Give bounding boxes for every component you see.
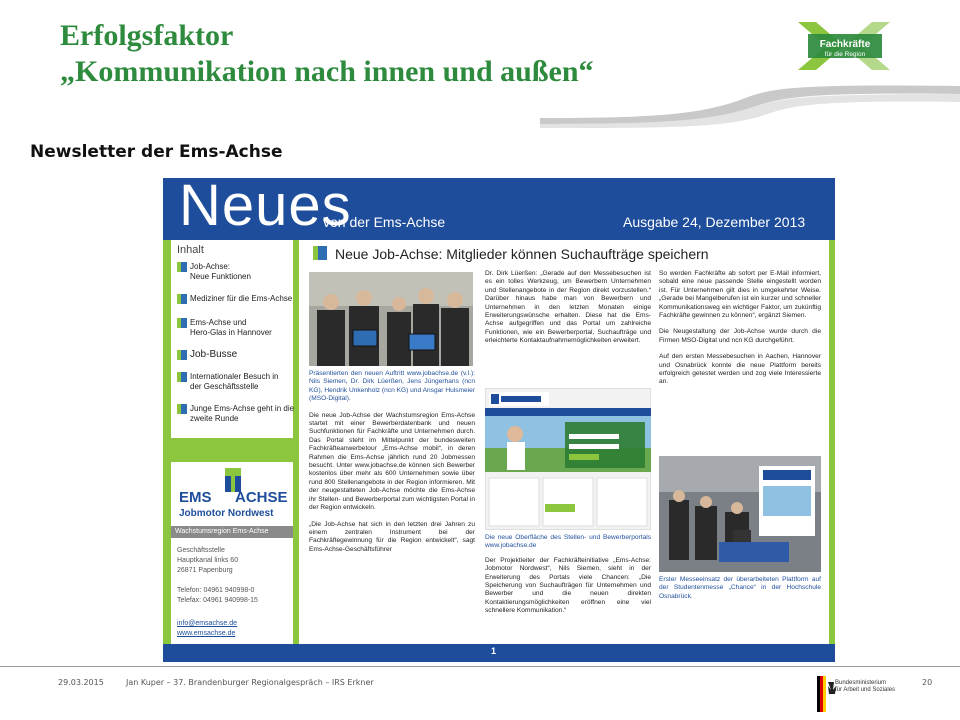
masthead-source: von der Ems-Achse [323, 214, 446, 230]
article-quote: „Die Job-Achse hat sich in den letzten drei Jahren zu einem zentralen Instrument bei der Fachkräftegewinnung für die Region entwickelt“, sagt Ems-Achse-Geschäftsführer [309, 520, 475, 553]
masthead-issue: Ausgabe 24, Dezember 2013 [623, 214, 806, 230]
ems-logo-left: EMS [179, 489, 212, 506]
newsletter-masthead [163, 178, 835, 240]
masthead-title: Neues [179, 178, 352, 238]
toc-title: Inhalt [177, 244, 204, 256]
toc-item[interactable]: Job-Achse: Neue Funktionen [177, 262, 251, 282]
toc-item[interactable]: Mediziner für die Ems-Achse [177, 294, 292, 304]
screenshot-caption: Die neue Oberfläche des Stellen- und Bewerberportals www.jobachse.de [485, 534, 651, 550]
article-col2b [485, 534, 651, 616]
ems-address: Geschäftsstelle Hauptkanal links 60 26871 Papenburg Telefon: 04961 940998-0 Telefax: 04961 940998-15 [177, 547, 258, 604]
toc-bullet-icon [177, 318, 187, 328]
toc-item[interactable]: Ems-Achse und Hero-Glas in Hannover [177, 318, 272, 338]
ems-logo-right: ACHSE [235, 489, 288, 506]
newsletter-page-number: 1 [491, 646, 497, 656]
toc-item[interactable]: Internationaler Besuch in der Geschäftsstelle [177, 372, 279, 392]
newsletter-contact [171, 462, 293, 644]
headline-bullet-icon [313, 246, 327, 260]
email-link[interactable]: info@emsachse.de [177, 620, 238, 627]
ems-tagline: Jobmotor Nordwest [179, 508, 274, 519]
ems-achse-logo [177, 468, 289, 506]
toc-bullet-icon [177, 372, 187, 382]
slide-title [60, 18, 594, 90]
article-paragraph: Auf den ersten Messebesuchen in Aachen, Hannover und Osnabrück konnte die neue Plattform bereits erfolgreich getestet werden und zog viele Interessierte an. [659, 353, 821, 386]
newsletter-article [299, 240, 829, 644]
article-headline: Neue Job-Achse: Mitglieder können Suchaufträge speichern [335, 246, 709, 262]
article-paragraph: Dr. Dirk Lüerßen: „Gerade auf den Messebesuchen ist es ein tolles Werkzeug, um Bewerbern Unternehmen und Stellenangebote in der Region direkt vorzustellen.“ Darüber hinaus habe man von Bewerbern und Unternehmen in den letzten Monaten einige Erweiterungswünsche erhalten. Diese hat die Ems-Achse aufgegriffen und das Portal um zahlreiche Funktionen, wie ein Bewerberportal, Suchaufträge und erleichterte Kontaktaufnahmemöglichkeiten erweitert. [485, 270, 651, 345]
article-col2 [485, 270, 651, 346]
portal-screenshot [485, 388, 651, 530]
footer-date: 29.03.2015 [58, 678, 104, 687]
article-paragraph: Die Neugestaltung der Job-Achse wurde durch die Firmen MSO-Digital und ncn KG durchgeführt. [659, 328, 821, 344]
toc-bullet-icon [177, 404, 187, 414]
fachkraefte-logo [798, 22, 890, 70]
newsletter-toc [171, 240, 293, 438]
section-subtitle: Newsletter der Ems-Achse [30, 142, 283, 162]
ministry-name: Bundesministerium für Arbeit und Soziales [835, 680, 896, 693]
toc-item[interactable]: Junge Ems-Achse geht in die zweite Runde [177, 404, 294, 424]
article-paragraph: Der Projektleiter der Fachkräfteinitiative „Ems-Achse: Jobmotor Nordwest“, Nils Siemen, sieht in der Erweiterung des Portals viele Chancen: „Die Speicherung von Suchaufträgen für Unternehmen und Bewerber und die neuen direkten Kontaktierungsmöglichkeiten eröffnen eine viel schnellere Kommunikation.“ [485, 556, 651, 615]
team-photo [309, 272, 473, 366]
newsletter-preview [163, 178, 835, 662]
website-link[interactable]: www.emsachse.de [177, 630, 236, 637]
toc-bullet-icon [177, 350, 187, 360]
fair-caption: Erster Messeeinsatz der überarbeiteten Plattform auf der Studentenmesse „Chance“ in der Hochschule Osnabrück. [659, 576, 821, 600]
fair-photo [659, 456, 821, 572]
slide-title-line1: Erfolgsfaktor [60, 19, 234, 52]
footer-presenter: Jan Kuper – 37. Brandenburger Regionalgespräch – IRS Erkner [126, 678, 374, 687]
article-col3 [659, 270, 821, 387]
footer-divider [0, 666, 960, 667]
newsletter-footer [163, 644, 835, 662]
ems-region: Wachstumsregion Ems-Achse [171, 526, 293, 538]
photo-caption: Präsentierten den neuen Auftritt www.jobachse.de (v.l.): Nils Siemen, Dr. Dirk Lüerßen, Jens Jüngerhans (ncn KG), Hendrik Unkenholz (ncn KG) und Ansgar Hulsmeier (MSO-Digital). [309, 370, 476, 403]
footer-page-number: 20 [922, 678, 933, 687]
slide-title-line2: „Kommunikation nach innen und außen“ [60, 55, 594, 88]
toc-bullet-icon [177, 294, 187, 304]
logo-text-line2: für die Region [824, 51, 866, 58]
article-col1 [309, 370, 475, 554]
article-paragraph: So werden Fachkräfte ab sofort per E-Mail informiert, sobald eine neue passende Stelle eingestellt worden ist. Für Unternehmen gilt dies in umgekehrter Weise. „Gerade bei Mangelberufen ist ein kurzer und schneller Kommunikationsweg ein wichtiger Faktor, um zukünftig Fachkräfte gewinnen zu können“, ergänzt Siemen. [659, 270, 821, 320]
article-paragraph: Die neue Job-Achse der Wachstumsregion Ems-Achse startet mit einer Bewerberdatenbank und neuen Suchfunktionen für Fachkräfte und Unternehmen durch. Das Portal steht im Mittelpunkt der bundesweiten Fachkräfteanwerbetour „Ems-Achse mobil“, in deren Rahmen die Ems-Achse jährlich rund 20 Jobmessen besucht. Unter www.jobachse.de können sich Bewerber kostenlos über mehr als 600 Unternehmen sowie über rund 800 Stellenangebote in der Region informieren. Mit der neugestalteten Job-Achse möchte die Ems-Achse ihr Stellen- und Bewerberportal zum wichtigsten Portal in der Region entwickeln. [309, 411, 475, 512]
logo-text-line1: Fachkräfte [819, 39, 871, 50]
toc-item[interactable]: Job-Busse [177, 350, 237, 360]
decorative-swoosh [540, 78, 960, 128]
toc-bullet-icon [177, 262, 187, 272]
